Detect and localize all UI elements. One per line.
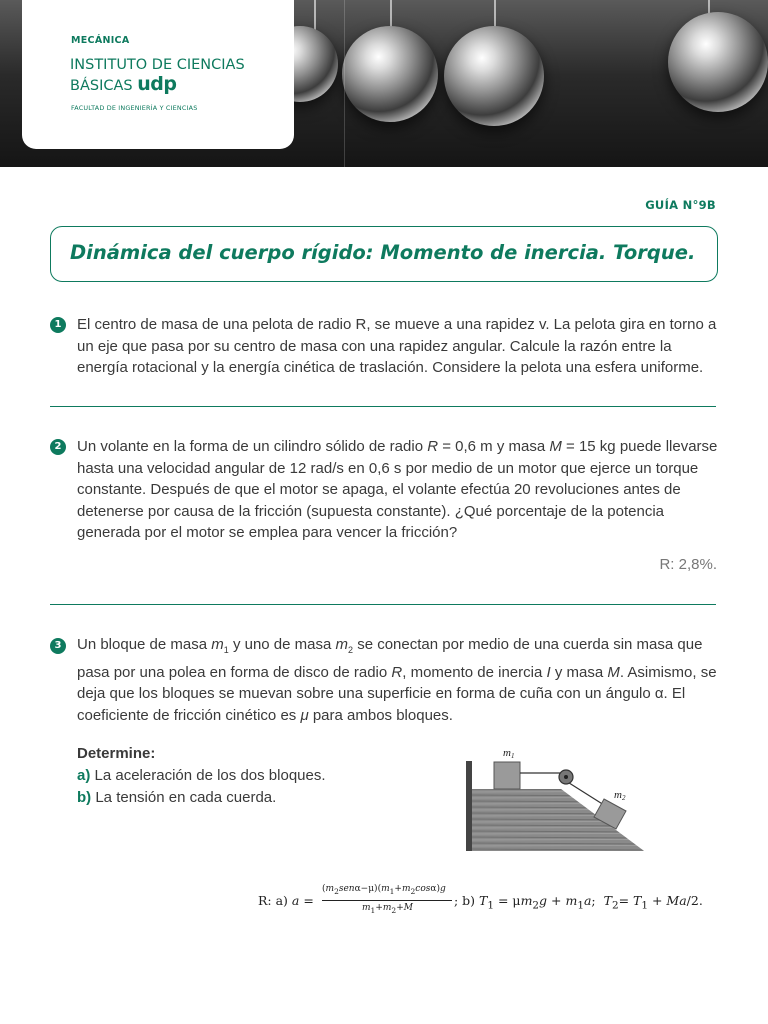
problem-number-3: 3 bbox=[50, 638, 66, 654]
divider bbox=[50, 406, 716, 407]
determine-section bbox=[77, 743, 326, 809]
institute-name bbox=[70, 56, 245, 96]
banner-divider bbox=[344, 0, 345, 167]
udp-logo: udp bbox=[137, 73, 177, 95]
newton-cradle-ball bbox=[444, 26, 544, 126]
problem-2-answer: R: 2,8%. bbox=[659, 556, 717, 573]
part-b bbox=[77, 787, 326, 809]
problem-3-text: Un bloque de masa $m_1$ y uno de masa $m_2$ se conectan por medio de una cuerda sin masa que pasa por una polea en forma de disco de radio R, momento de inercia I y masa M. Asimismo, se deja que los bloques se muevan sobre una superficie en forma de cuña con un ángulo α. El coeficiente de fricción cinético es μ para ambos bloques. bbox=[77, 636, 717, 724]
institute-line1: INSTITUTO DE CIENCIAS bbox=[70, 57, 245, 73]
problem-3-answer: R: a) a = $(m_2sen\alpha-\mu)(m_1+m_2\cos\alpha)g$ $m_1+m_2+M$ ; b) $T_1 = \mu m_2g + m_1a$; $T_2= T_1 + Ma/2$. bbox=[258, 884, 703, 915]
divider bbox=[50, 604, 716, 605]
institute-line2: BÁSICAS bbox=[70, 78, 133, 94]
problem-number-1: 1 bbox=[50, 317, 66, 333]
block-m1 bbox=[494, 762, 520, 789]
newton-cradle-ball bbox=[342, 26, 438, 122]
pulley-axle bbox=[564, 775, 568, 779]
problem-number-2: 2 bbox=[50, 439, 66, 455]
left-wall bbox=[466, 761, 472, 851]
label-m2: m2 bbox=[614, 789, 626, 802]
pendulum-rod bbox=[314, 0, 316, 30]
part-a-text: La aceleración de los dos bloques. bbox=[94, 767, 326, 784]
wedge-pulley-figure bbox=[466, 745, 646, 853]
problem-2-text: Un volante en la forma de un cilindro sólido de radio R = 0,6 m y masa M = 15 kg puede llevarse hasta una velocidad angular de 12 rad/s en 0,6 s por medio de un motor que ejerce un torque constante. Después de que el motor se apaga, el volante efectúa 20 revoluciones antes de detenerse por causa de la fricción (supuesta constante). ¿Qué porcentaje de la potencia generada por el motor se emplea para vencer la fricción? bbox=[77, 438, 718, 541]
newton-cradle-ball bbox=[668, 12, 768, 112]
problem-1-text: El centro de masa de una pelota de radio R, se mueve a una rapidez v. La pelota gira en torno a un eje que pasa por su centro de masa con una rapidez angular. Calcule la razón entre la energía rotacional y la energía cinética de traslación. Considere la pelota una esfera uniforme. bbox=[77, 316, 717, 376]
part-b-letter: b) bbox=[77, 789, 92, 806]
label-m1: m1 bbox=[503, 747, 515, 760]
title-box bbox=[50, 226, 718, 282]
part-b-text: La tensión en cada cuerda. bbox=[95, 789, 277, 806]
determine-heading: Determine: bbox=[77, 745, 156, 762]
page-title: Dinámica del cuerpo rígido: Momento de inercia. Torque. bbox=[70, 241, 696, 264]
part-a-letter: a) bbox=[77, 767, 91, 784]
logo-card bbox=[22, 0, 294, 149]
guide-label: GUÍA N°9B bbox=[645, 198, 716, 212]
part-a bbox=[77, 765, 326, 787]
department-label: MECÁNICA bbox=[71, 35, 130, 46]
faculty-label: FACULTAD DE INGENIERÍA Y CIENCIAS bbox=[71, 104, 198, 112]
